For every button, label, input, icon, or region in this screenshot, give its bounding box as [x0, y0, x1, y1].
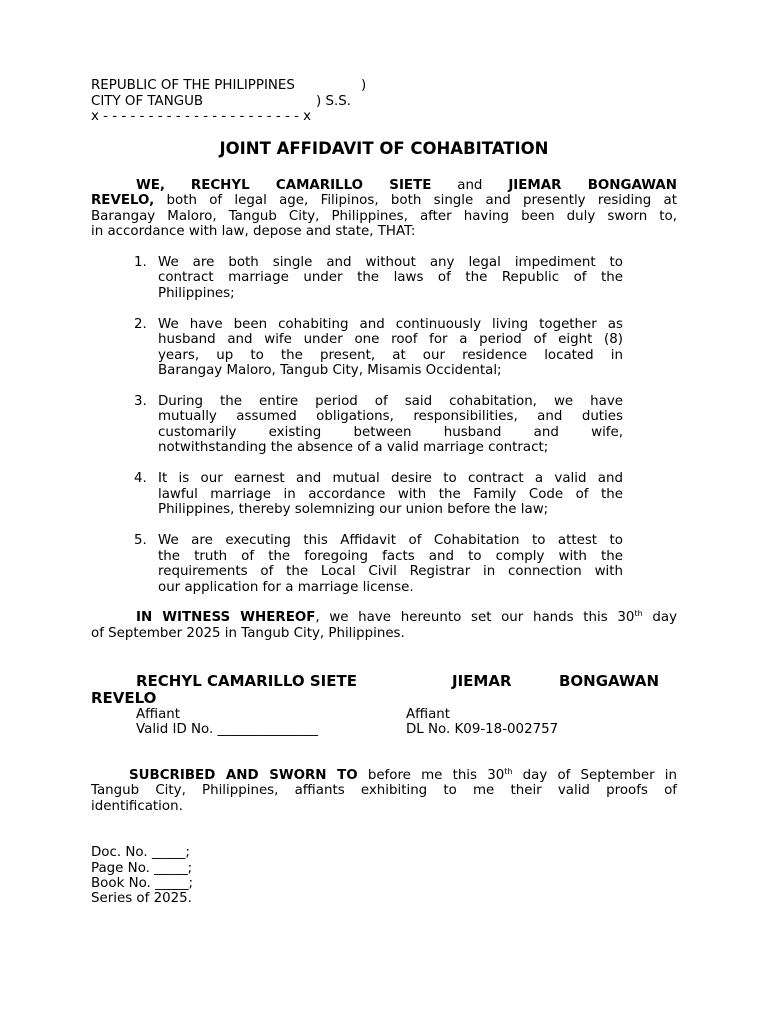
affiant1-label: Affiant	[136, 707, 181, 722]
affiant1-signature-name: RECHYL CAMARILLO SIETE	[136, 672, 357, 690]
notarial-book-no: Book No. _____;	[91, 876, 194, 891]
intro-we: WE,	[136, 178, 166, 193]
affiant2-dl-number: DL No. K09-18-002757	[406, 722, 559, 737]
list-item-line: years, up to the present, at our residence located in	[158, 348, 623, 363]
jurat-ordinal: th	[504, 767, 513, 776]
intro-revelo: REVELO,	[91, 193, 155, 208]
list-item-line: lawful marriage in accordance with the Family Code of the	[158, 487, 623, 502]
notarial-page-no: Page No. _____;	[91, 861, 193, 876]
list-item-number: 1.	[134, 255, 147, 270]
intro-line-1	[136, 178, 677, 194]
witness-text: , we have hereunto set our hands this 30	[315, 610, 635, 625]
caption-rule: x - - - - - - - - - - - - - - - - - - - - - - x	[91, 109, 312, 124]
caption-ss: ) S.S.	[316, 94, 351, 109]
affiant2-label: Affiant	[406, 707, 451, 722]
list-item-line: Barangay Maloro, Tangub City, Misamis Occidental;	[158, 363, 502, 378]
affiant1-name-inline: RECHYL CAMARILLO SIETE	[190, 178, 432, 193]
document-title: JOINT AFFIDAVIT OF COHABITATION	[219, 139, 549, 158]
intro-and: and	[457, 178, 483, 193]
list-item-number: 2.	[134, 317, 147, 332]
list-item-line: customarily existing between husband and wife,	[158, 425, 623, 440]
intro-line-4: in accordance with law, depose and state, THAT:	[91, 224, 416, 239]
list-item-line: During the entire period of said cohabitation, we have	[158, 394, 623, 409]
list-item-line: contract marriage under the laws of the Republic of the	[158, 270, 623, 285]
affiant2-signature-name-word1: JIEMAR	[452, 672, 512, 690]
jurat-line-3: identification.	[91, 799, 183, 814]
list-item-line: Philippines, thereby solemnizing our union before the law;	[158, 502, 549, 517]
list-item-line: husband and wife under one roof for a period of eight (8)	[158, 332, 623, 347]
list-item-line: requirements of the Local Civil Registrar in connection with	[158, 564, 623, 579]
list-item-line: Philippines;	[158, 286, 235, 301]
list-item-line: our application for a marriage license.	[158, 580, 414, 595]
intro-line-3: Barangay Maloro, Tangub City, Philippines, after having been duly sworn to,	[91, 209, 677, 224]
list-item-number: 3.	[134, 394, 147, 409]
jurat-text-day: day of September in	[512, 768, 677, 783]
affiant2-name-inline: JIEMAR BONGAWAN	[508, 178, 677, 193]
jurat-line-1	[129, 768, 677, 784]
witness-line-1	[136, 610, 677, 626]
caption-city: CITY OF TANGUB	[91, 94, 204, 109]
affiant1-valid-id: Valid ID No. _______________	[136, 722, 318, 737]
jurat-line-2: Tangub City, Philippines, affiants exhibiting to me their valid proofs of	[91, 783, 677, 798]
list-item-line: mutually assumed obligations, responsibilities, and duties	[158, 409, 623, 424]
jurat-heading: SUBCRIBED AND SWORN TO	[129, 768, 358, 783]
caption-republic: REPUBLIC OF THE PHILIPPINES	[91, 78, 295, 93]
list-item-number: 4.	[134, 471, 147, 486]
notarial-doc-no: Doc. No. _____;	[91, 845, 190, 860]
list-item-line: notwithstanding the absence of a valid marriage contract;	[158, 440, 549, 455]
affiant2-signature-name-last: REVELO	[91, 689, 157, 707]
witness-heading: IN WITNESS WHEREOF	[136, 610, 316, 625]
jurat-text: before me this 30	[357, 768, 505, 783]
list-item-number: 5.	[134, 533, 147, 548]
affiant2-signature-name-word2: BONGAWAN	[559, 672, 660, 690]
caption-paren: )	[361, 78, 367, 93]
list-item-line: We are both single and without any legal impediment to	[158, 255, 623, 270]
list-item-line: It is our earnest and mutual desire to contract a valid and	[158, 471, 623, 486]
witness-text-day: day	[642, 610, 677, 625]
list-item-line: the truth of the foregoing facts and to comply with the	[158, 549, 623, 564]
witness-line-2: of September 2025 in Tangub City, Philippines.	[91, 626, 405, 641]
intro-line-2-text: both of legal age, Filipinos, both single and presently residing at	[166, 193, 677, 208]
notarial-series: Series of 2025.	[91, 891, 192, 906]
list-item-line: We have been cohabiting and continuously living together as	[158, 317, 623, 332]
list-item-line: We are executing this Affidavit of Cohabitation to attest to	[158, 533, 623, 548]
intro-line-2	[91, 193, 677, 209]
witness-ordinal: th	[634, 609, 643, 618]
